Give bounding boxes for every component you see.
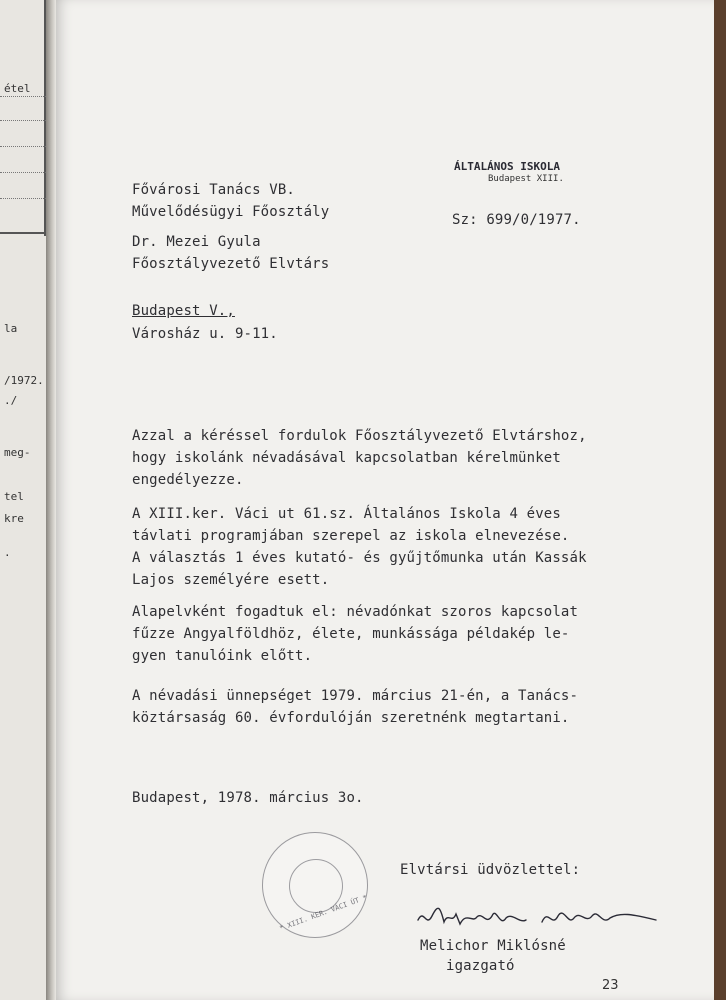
- paragraph-line: Azzal a kéréssel fordulok Főosztályvezető Elvtárshoz,: [132, 428, 587, 444]
- handwritten-signature: [416, 898, 666, 938]
- paragraph-line: A XIII.ker. Váci ut 61.sz. Általános Iskola 4 éves: [132, 506, 561, 522]
- book-gutter: [46, 0, 56, 1000]
- recipient-line: Fővárosi Tanács VB.: [132, 182, 295, 198]
- previous-page-dotted-line: [0, 198, 46, 199]
- paragraph-line: köztársaság 60. évfordulóján szeretnénk megtartani.: [132, 710, 570, 726]
- round-seal: [262, 832, 368, 938]
- page-number: 23: [602, 978, 619, 993]
- previous-page-border: [0, 232, 46, 234]
- date-line: Budapest, 1978. március 3o.: [132, 790, 364, 806]
- seal-text: * XIII. KER. VÁCI ÚT *: [278, 893, 369, 933]
- recipient-name: Dr. Mezei Gyula: [132, 234, 261, 250]
- recipient-city: Budapest V.,: [132, 303, 235, 319]
- stamp-line: Budapest XIII.: [488, 174, 564, 184]
- paragraph-line: A névadási ünnepséget 1979. március 21-én, a Tanács-: [132, 688, 579, 704]
- reference-number: Sz: 699/0/1977.: [452, 212, 581, 228]
- previous-page-dotted-line: [0, 96, 46, 97]
- previous-page-fragment: meg-: [4, 446, 31, 459]
- paragraph-line: Alapelvként fogadtuk el: névadónkat szoros kapcsolat: [132, 604, 579, 620]
- stamp-line: ÁLTALÁNOS ISKOLA: [454, 160, 560, 173]
- paragraph-line: távlati programjában szerepel az iskola elnevezése.: [132, 528, 570, 544]
- signer-name: Melichor Miklósné: [420, 938, 566, 954]
- previous-page-strip: [0, 0, 48, 1000]
- recipient-line: Művelődésügyi Főosztály: [132, 204, 330, 220]
- letter-page: [56, 0, 714, 1000]
- paragraph-line: gyen tanulóink előtt.: [132, 648, 313, 664]
- paragraph-line: Lajos személyére esett.: [132, 572, 330, 588]
- recipient-title: Főosztályvezető Elvtárs: [132, 256, 330, 272]
- previous-page-fragment: /1972.: [4, 374, 44, 387]
- previous-page-fragment: tel: [4, 490, 24, 503]
- paragraph-line: engedélyezze.: [132, 472, 244, 488]
- previous-page-fragment: kre: [4, 512, 24, 525]
- recipient-street: Városház u. 9-11.: [132, 326, 278, 342]
- paragraph-line: A választás 1 éves kutató- és gyűjtőmunka után Kassák: [132, 550, 587, 566]
- previous-page-fragment: ./: [4, 394, 18, 407]
- previous-page-fragment: la: [4, 322, 18, 335]
- signer-title: igazgató: [446, 958, 515, 974]
- previous-page-fragment: .: [4, 546, 11, 559]
- paragraph-line: fűzze Angyalföldhöz, élete, munkássága példakép le-: [132, 626, 570, 642]
- previous-page-fragment: étel: [4, 82, 31, 95]
- previous-page-dotted-line: [0, 172, 46, 173]
- school-stamp: [454, 160, 574, 206]
- previous-page-dotted-line: [0, 146, 46, 147]
- closing-salutation: Elvtársi üdvözlettel:: [400, 862, 581, 878]
- previous-page-dotted-line: [0, 120, 46, 121]
- paragraph-line: hogy iskolánk névadásával kapcsolatban kérelmünket: [132, 450, 561, 466]
